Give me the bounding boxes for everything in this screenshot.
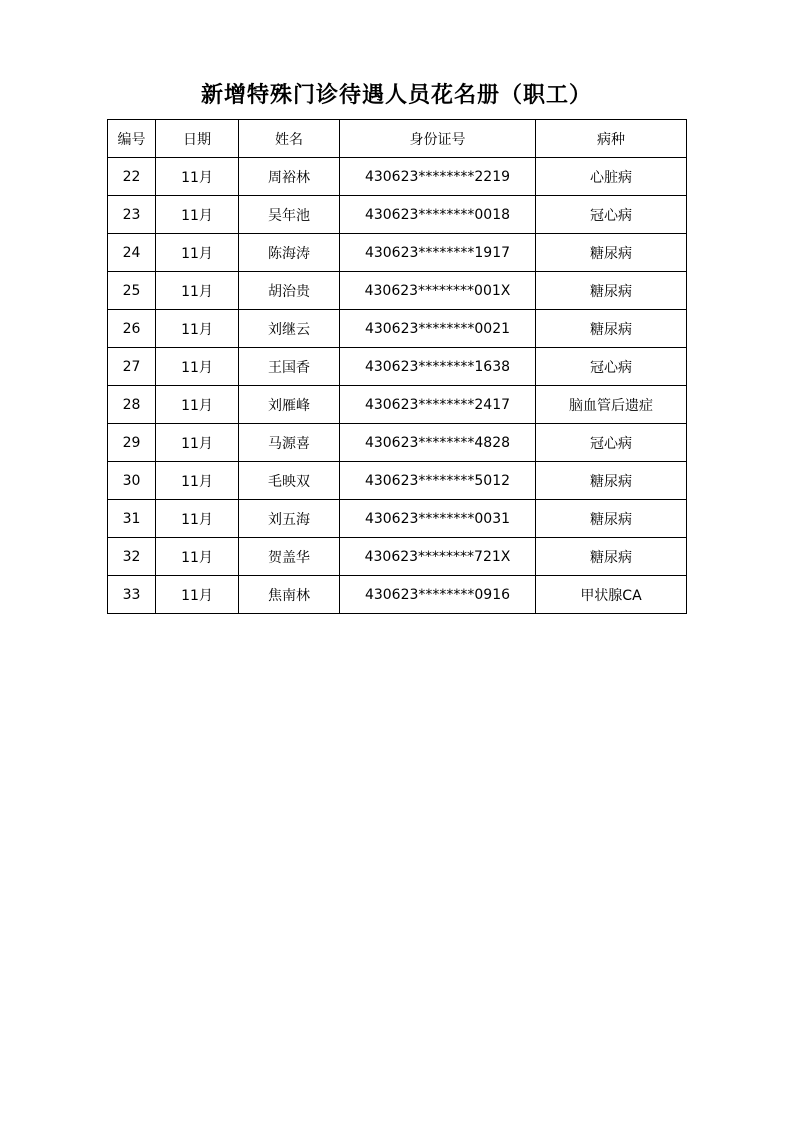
cell-disease: 冠心病 [536,196,687,234]
header-number: 编号 [108,120,156,158]
cell-disease: 糖尿病 [536,272,687,310]
table-row [108,500,687,538]
roster-table [107,119,687,614]
cell-number: 29 [108,424,156,462]
cell-date: 11月 [156,386,239,424]
cell-number: 30 [108,462,156,500]
cell-name: 贺盖华 [239,538,340,576]
cell-date: 11月 [156,348,239,386]
table-row [108,576,687,614]
table-row [108,234,687,272]
table-row [108,272,687,310]
cell-number: 25 [108,272,156,310]
cell-date: 11月 [156,234,239,272]
table-row [108,462,687,500]
cell-disease: 冠心病 [536,348,687,386]
cell-name: 刘继云 [239,310,340,348]
cell-name: 毛映双 [239,462,340,500]
table-row [108,348,687,386]
cell-name: 刘雁峰 [239,386,340,424]
cell-disease: 糖尿病 [536,500,687,538]
cell-id-number: 430623********4828 [340,424,536,462]
header-name: 姓名 [239,120,340,158]
cell-number: 24 [108,234,156,272]
cell-name: 刘五海 [239,500,340,538]
cell-name: 王国香 [239,348,340,386]
cell-name: 焦南林 [239,576,340,614]
cell-id-number: 430623********2219 [340,158,536,196]
cell-number: 27 [108,348,156,386]
cell-date: 11月 [156,310,239,348]
cell-date: 11月 [156,500,239,538]
cell-disease: 冠心病 [536,424,687,462]
cell-date: 11月 [156,576,239,614]
table-header-row [108,120,687,158]
header-date: 日期 [156,120,239,158]
cell-date: 11月 [156,272,239,310]
table-row [108,310,687,348]
cell-name: 吴年池 [239,196,340,234]
cell-date: 11月 [156,462,239,500]
cell-date: 11月 [156,538,239,576]
cell-id-number: 430623********1917 [340,234,536,272]
page-title: 新增特殊门诊待遇人员花名册（职工） [200,82,592,108]
header-id-number: 身份证号 [340,120,536,158]
cell-id-number: 430623********5012 [340,462,536,500]
table-row [108,158,687,196]
cell-id-number: 430623********721X [340,538,536,576]
cell-disease: 甲状腺CA [536,576,687,614]
cell-name: 马源喜 [239,424,340,462]
table-row [108,538,687,576]
cell-name: 胡治贵 [239,272,340,310]
cell-disease: 糖尿病 [536,538,687,576]
cell-disease: 糖尿病 [536,234,687,272]
cell-id-number: 430623********0018 [340,196,536,234]
cell-disease: 心脏病 [536,158,687,196]
cell-date: 11月 [156,196,239,234]
cell-date: 11月 [156,424,239,462]
cell-id-number: 430623********0021 [340,310,536,348]
cell-id-number: 430623********0916 [340,576,536,614]
table-row [108,386,687,424]
cell-disease: 脑血管后遗症 [536,386,687,424]
cell-id-number: 430623********1638 [340,348,536,386]
table-row [108,196,687,234]
cell-number: 28 [108,386,156,424]
cell-disease: 糖尿病 [536,310,687,348]
cell-name: 陈海涛 [239,234,340,272]
cell-id-number: 430623********0031 [340,500,536,538]
cell-disease: 糖尿病 [536,462,687,500]
cell-number: 26 [108,310,156,348]
table-row [108,424,687,462]
cell-number: 22 [108,158,156,196]
cell-name: 周裕林 [239,158,340,196]
table-body [108,158,687,614]
cell-id-number: 430623********001X [340,272,536,310]
cell-number: 32 [108,538,156,576]
cell-number: 23 [108,196,156,234]
cell-number: 31 [108,500,156,538]
cell-id-number: 430623********2417 [340,386,536,424]
cell-date: 11月 [156,158,239,196]
header-disease: 病种 [536,120,687,158]
cell-number: 33 [108,576,156,614]
